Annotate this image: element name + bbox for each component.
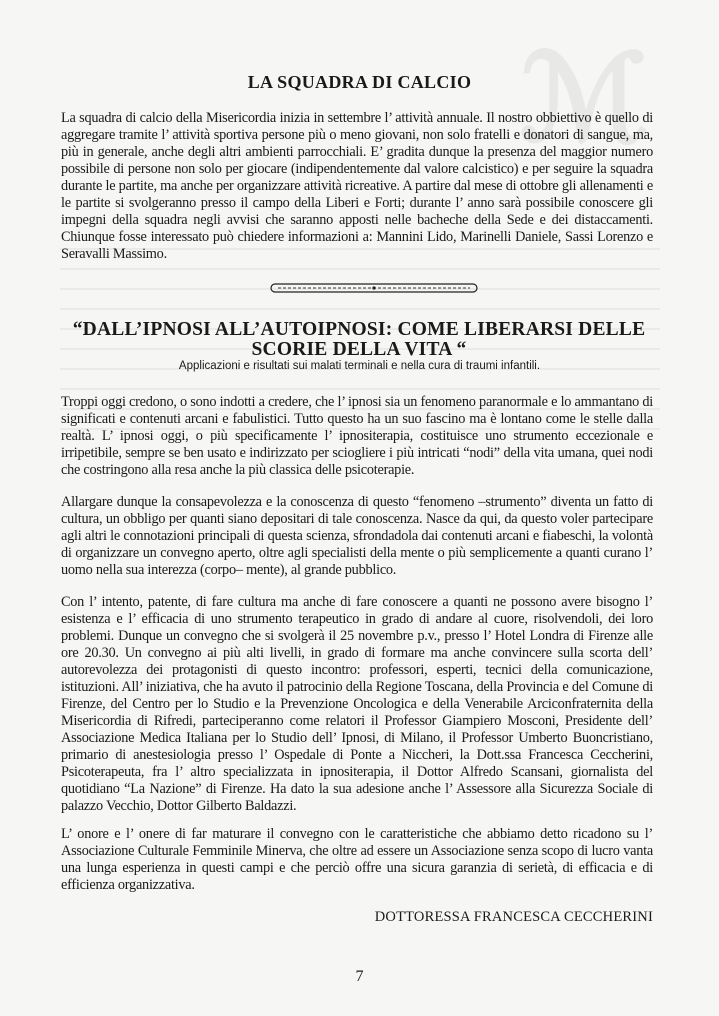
article2-paragraph-2: Allargare dunque la consapevolezza e la conoscenza di questo “fenomeno –strumento” diventa un fatto di cultura, un obbligo per quanti siano depositari di tale conoscenza. Nasce da qui, da questo voler partecipare agli altri le connotazioni principali di questa scienza, sfrondadola dai contenuti arcani e fiabeschi, la volontà di organizzare un convegno aperto, oltre agli specialisti della mente o più semplicemente a quanti curano l’ uomo nella sua interezza (corpo– mente), al grande pubblico. (61, 494, 653, 578)
article2-paragraph-3: Con l’ intento, patente, di fare cultura ma anche di fare conoscere a quanti ne possono avere bisogno l’ esistenza e l’ efficacia di uno strumento terapeutico in grado di andare al cuore, risolvendoli, dei loro problemi. Dunque un convegno che si svolgerà il 25 novembre p.v., presso l’ Hotel Londra di Firenze alle ore 20.30. Un convegno ai più alti livelli, in grado di formare ma anche convincere sulla scorta dell’ autorevolezza dei protagonisti di questo incontro: professori, esperti, tecnici della comunicazione, istituzioni. All’ iniziativa, che ha avuto il patrocinio della Regione Toscana, della Provincia e del Comune di Firenze, del Centro per lo Studio e la Prevenzione Oncologica e della Venerabile Arciconfraternita della Misericordia di Rifredi, parteciperanno come relatori il Professor Giampiero Mosconi, Presidente dell’ Associazione Medica Italiana per lo Studio dell’ Ipnosi, di Milano, il Professor Umberto Buoncristiano, primario di anestesiologia presso l’ Ospedale di Ponte a Niccheri, la Dott.ssa Francesca Ceccherini, Psicoterapeuta, fra l’ altro specializzata in ipnositerapia, il Dottor Alfredo Scansani, giornalista del quotidiano “La Nazione” di Firenze. Ha dato la sua adesione anche l’ Assessore alla Sicurezza Sociale di palazzo Vecchio, Dottor Gilberto Baldazzi. (61, 594, 653, 814)
article2-title: “DALL’IPNOSI ALL’AUTOIPNOSI: COME LIBERARSI DELLE SCORIE DELLA VITA “ (72, 319, 646, 360)
article2-subtitle: Applicazioni e risultati sui malati terminali e nella cura di traumi infantili. (178, 360, 541, 372)
page-number: 7 (355, 968, 364, 985)
article1-body: La squadra di calcio della Misericordia inizia in settembre l’ attività annuale. Il nostro obbiettivo è quello di aggregare tramite l’ attività sportiva persone più o meno giovani, non solo fratelli e donatori di sangue, ma, più in generale, anche degli altri ambienti parrocchiali. E’ gradita dunque la presenza del maggior numero possibile di persone non solo per giocare (indipendentemente dal valore calcistico) e per seguire la squadra durante le partite, ma anche per organizzare attività ricreative. A partire dal mese di ottobre gli allenamenti e le partite si svolgeranno presso il campo della Liberi e Forti; durante l’ anno sarà possibile conoscere gli impegni della squadra negli avvisi che saranno apposti nelle bacheche della Sede e dei distaccamenti. Chiunque fosse interessato può chiedere informazioni a: Mannini Lido, Marinelli Daniele, Sassi Lorenzo e Seravalli Massimo. (61, 110, 653, 262)
article2-paragraph-4: L’ onore e l’ onere di far maturare il convegno con le caratteristiche che abbiamo detto ricadono su l’ Associazione Culturale Femminile Minerva, che oltre ad essere un Associazione senza scopo di lucro vanta una lunga esperienza in questi campi e che perciò offre una sicura garanzia di serietà, di efficacia e di efficienza organizzativa. (61, 826, 653, 893)
article1-title: LA SQUADRA DI CALCIO (247, 72, 472, 92)
show-through-decoration: ℳ (520, 33, 649, 166)
article2-paragraph-1: Troppi oggi credono, o sono indotti a credere, che l’ ipnosi sia un fenomeno paranormale e lo ammantano di significati e contenuti arcani e fabulistici. Tutto questo ha un suo fascino ma è lontano come le stelle dalla realtà. L’ ipnosi oggi, o più specificamente l’ ipnositerapia, costituisce uno strumento eccezionale e irripetibile, sempre se ben usato e indirizzato per sciogliere i più intricati “nodi” della vita umana, quei nodi che costringono alla resa anche la più classica delle psicoterapie. (61, 394, 653, 478)
author-signature: DOTTORESSA FRANCESCA CECCHERINI (374, 909, 653, 925)
ornament-divider (270, 282, 478, 294)
